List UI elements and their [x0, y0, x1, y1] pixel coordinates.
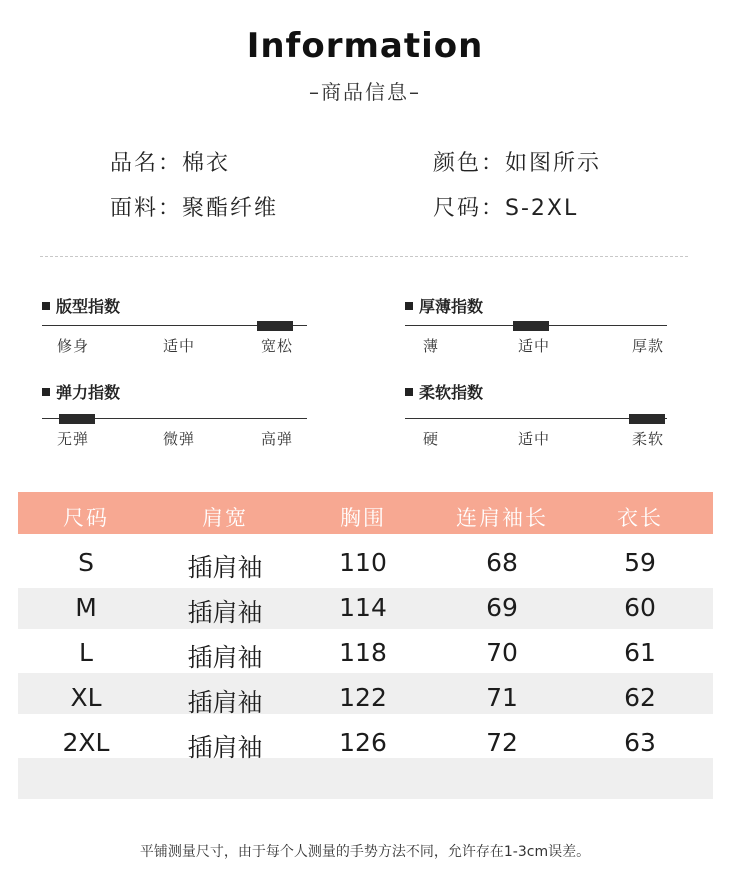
divider — [40, 256, 688, 257]
softness-label-low: 硬 — [423, 430, 440, 448]
table-cell: 插肩袖 — [187, 598, 263, 627]
table-cell: S — [78, 548, 94, 577]
table-cell: 插肩袖 — [187, 688, 263, 717]
table-cell: L — [79, 638, 93, 667]
table-cell: 60 — [624, 593, 656, 622]
page-title: Information — [246, 26, 484, 66]
table-cell: 118 — [339, 638, 387, 667]
table-cell: XL — [70, 683, 102, 712]
info-name-key: 品名： — [110, 151, 183, 176]
fit-label-low: 修身 — [57, 337, 90, 355]
fit-index-title — [42, 294, 120, 317]
fit-label-high: 宽松 — [261, 337, 294, 355]
softness-index-marker — [629, 414, 665, 424]
info-size-value: S-2XL — [505, 196, 579, 221]
table-cell: 63 — [624, 728, 656, 757]
elasticity-label-high: 高弹 — [261, 430, 294, 448]
softness-index-scale — [405, 418, 667, 419]
fit-index-label: 版型指数 — [56, 297, 121, 316]
table-cell: 70 — [486, 638, 518, 667]
table-cell: 72 — [486, 728, 518, 757]
page-subtitle: –商品信息– — [309, 80, 421, 104]
info-size-key: 尺码： — [433, 196, 506, 221]
table-cell: 62 — [624, 683, 656, 712]
elasticity-label-mid: 微弹 — [163, 430, 196, 448]
table-cell: 插肩袖 — [187, 553, 263, 582]
thickness-label-high: 厚款 — [632, 337, 665, 355]
softness-index-label: 柔软指数 — [419, 383, 484, 402]
info-name-value: 棉衣 — [182, 151, 231, 176]
table-header-sleeve: 连肩袖长 — [456, 506, 548, 530]
info-name — [110, 146, 230, 177]
thickness-label-mid: 适中 — [518, 337, 551, 355]
table-cell: 114 — [339, 593, 387, 622]
elasticity-label-low: 无弹 — [57, 430, 90, 448]
info-color-value: 如图所示 — [505, 151, 602, 176]
table-cell: 122 — [339, 683, 387, 712]
info-fabric — [110, 191, 278, 222]
table-cell: 2XL — [62, 728, 110, 757]
elasticity-index-label: 弹力指数 — [56, 383, 121, 402]
elasticity-index-marker — [59, 414, 95, 424]
bullet-square-icon — [42, 302, 50, 310]
elasticity-index-title — [42, 380, 120, 403]
measurement-note: 平铺测量尺寸，由于每个人测量的手势方法不同，允许存在1-3cm误差。 — [139, 844, 591, 860]
bullet-square-icon — [405, 388, 413, 396]
thickness-index-title — [405, 294, 483, 317]
table-cell: 61 — [624, 638, 656, 667]
table-cell: 59 — [624, 548, 656, 577]
table-cell: 68 — [486, 548, 518, 577]
softness-index-title — [405, 380, 483, 403]
thickness-index-marker — [513, 321, 549, 331]
table-header-chest: 胸围 — [340, 506, 386, 530]
table-cell: 69 — [486, 593, 518, 622]
table-cell: M — [75, 593, 97, 622]
softness-label-mid: 适中 — [518, 430, 551, 448]
info-fabric-value: 聚酯纤维 — [182, 196, 279, 221]
softness-label-high: 柔软 — [632, 430, 665, 448]
table-cell: 插肩袖 — [187, 733, 263, 762]
table-cell: 110 — [339, 548, 387, 577]
info-color — [433, 146, 601, 177]
fit-index-marker — [257, 321, 293, 331]
info-fabric-key: 面料： — [110, 196, 183, 221]
table-cell: 71 — [486, 683, 518, 712]
bullet-square-icon — [42, 388, 50, 396]
thickness-index-label: 厚薄指数 — [419, 297, 484, 316]
table-header-length: 衣长 — [617, 506, 663, 530]
table-cell: 插肩袖 — [187, 643, 263, 672]
table-header-size: 尺码 — [63, 506, 109, 530]
table-row-stripe — [18, 758, 713, 799]
table-header-shoulder: 肩宽 — [202, 506, 248, 530]
info-color-key: 颜色： — [433, 151, 506, 176]
info-size — [433, 191, 578, 222]
table-cell: 126 — [339, 728, 387, 757]
fit-label-mid: 适中 — [163, 337, 196, 355]
thickness-label-low: 薄 — [423, 337, 440, 355]
bullet-square-icon — [405, 302, 413, 310]
